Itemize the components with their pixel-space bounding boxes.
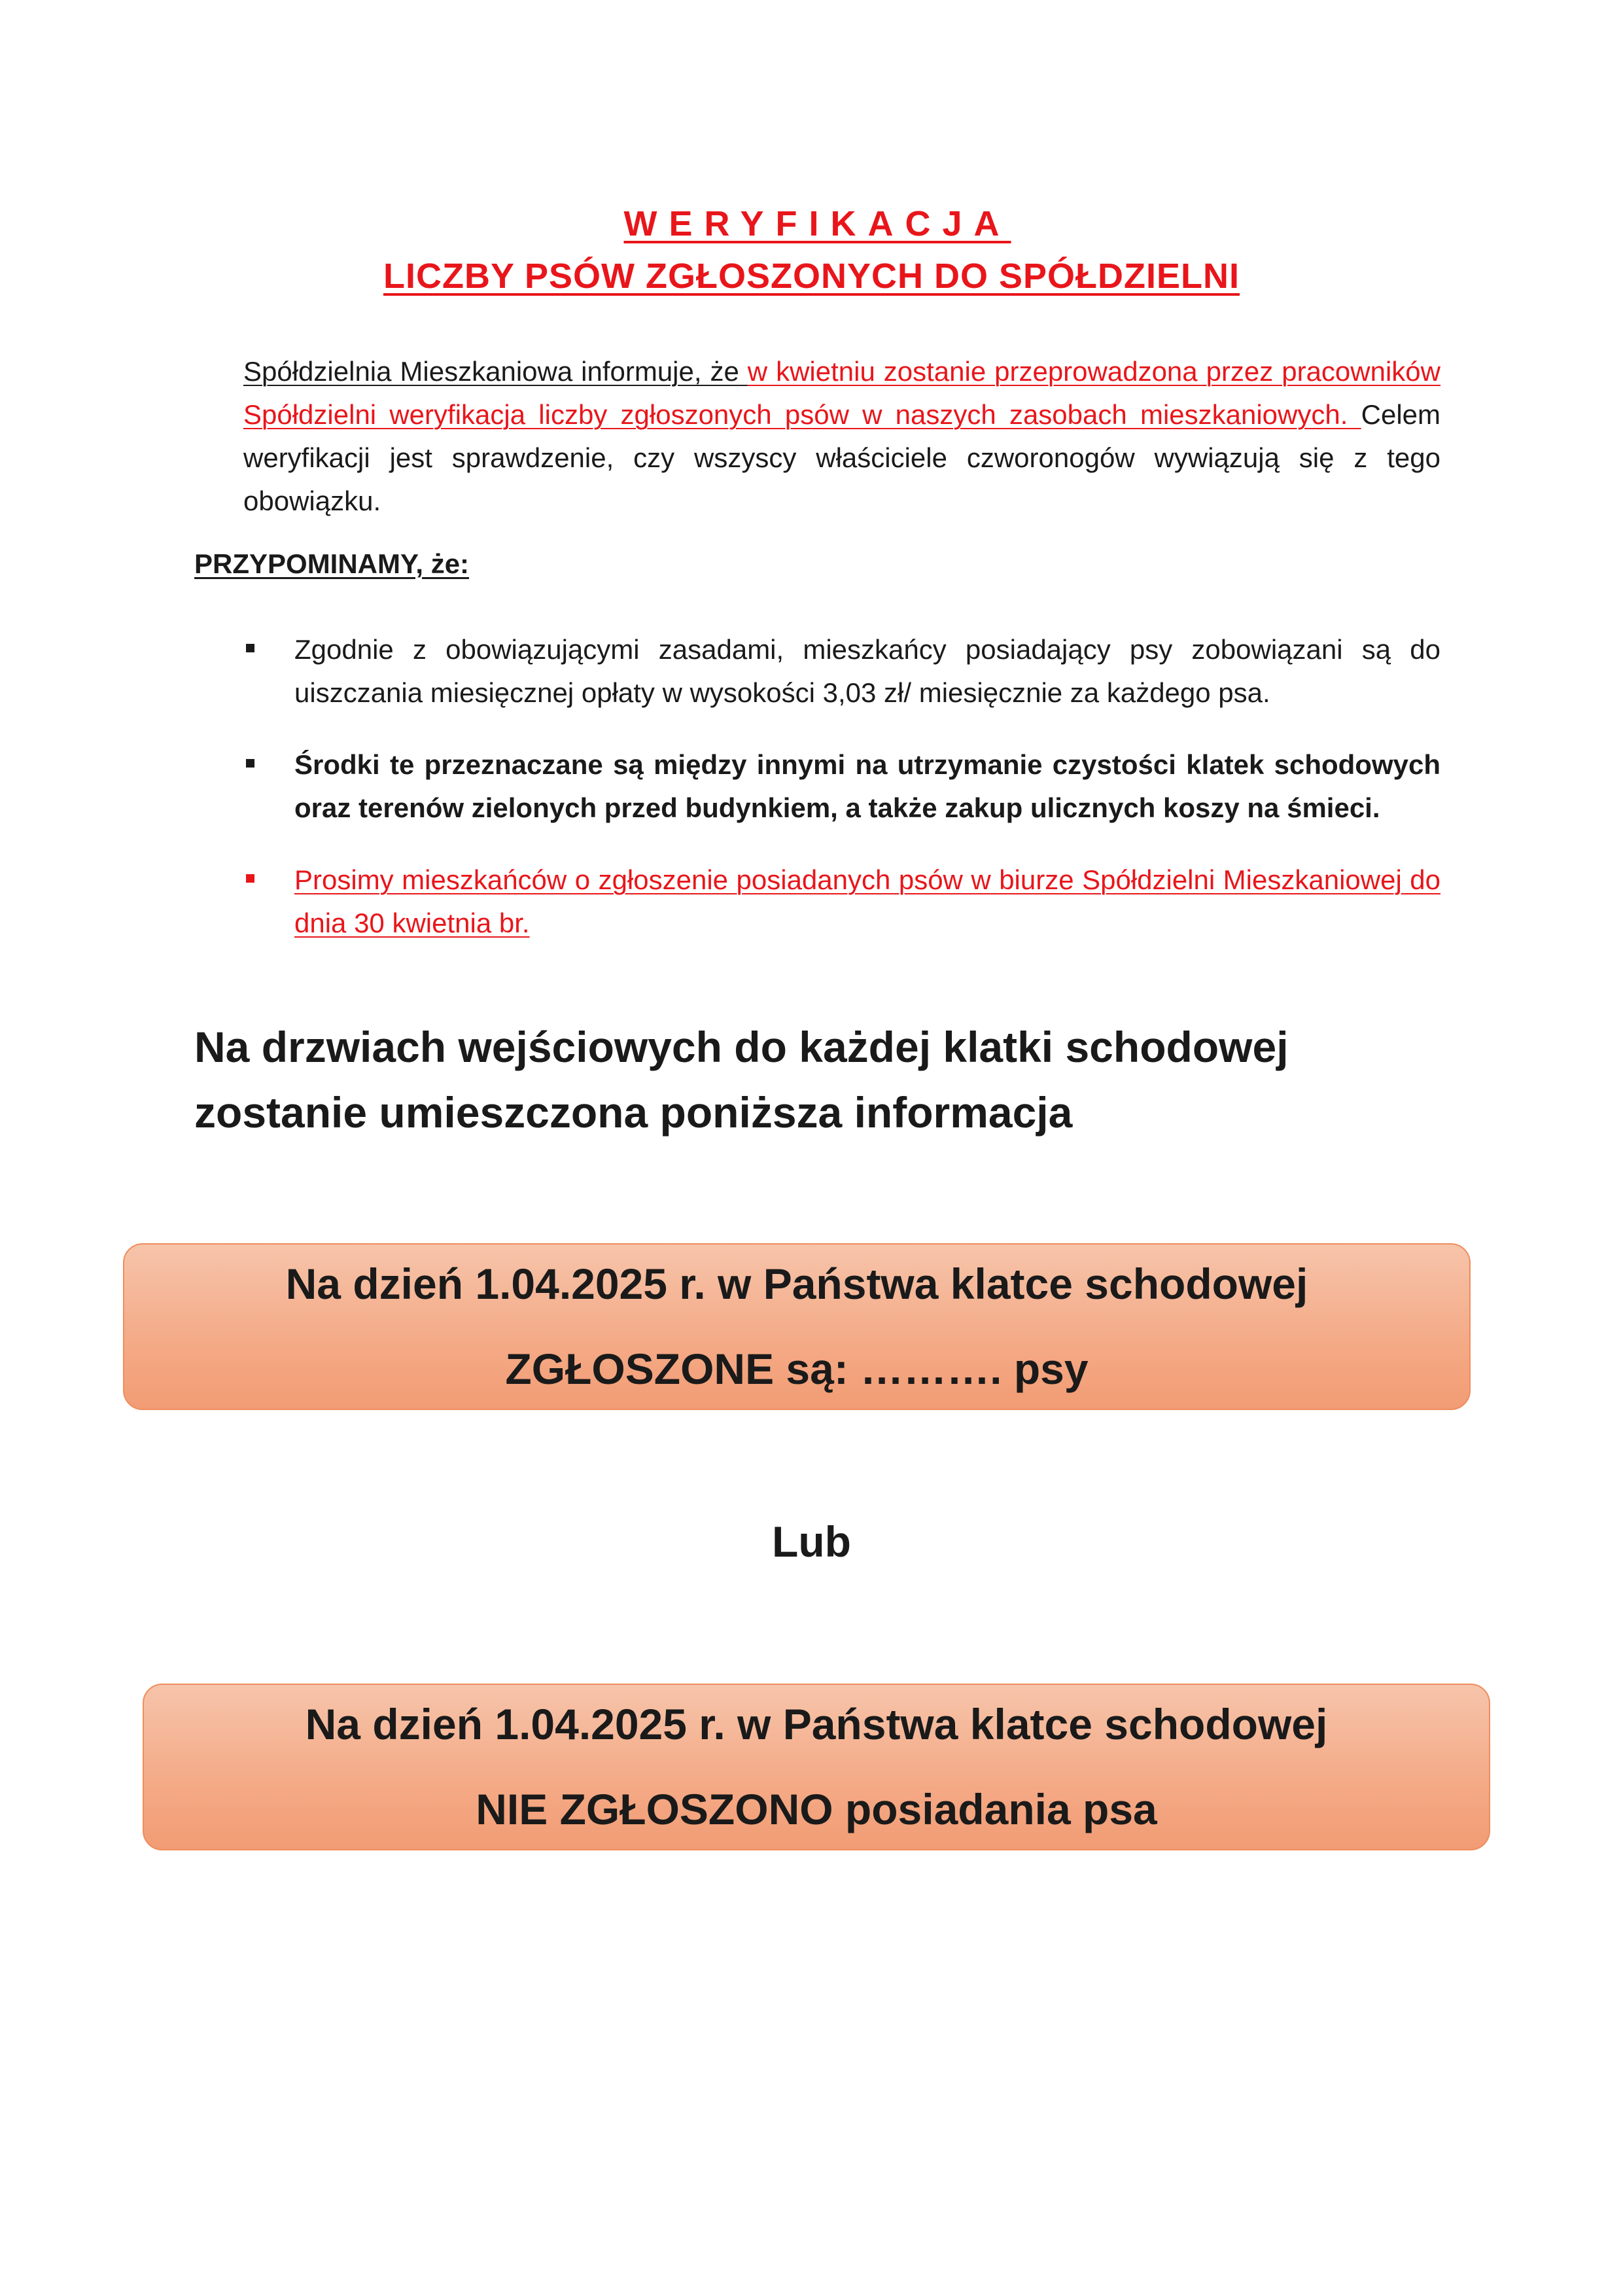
alternative-separator: Lub xyxy=(772,1517,851,1566)
no-dogs-reported-notice-box xyxy=(143,1684,1490,1850)
intro-lead-text: Spółdzielnia Mieszkaniowa informuje, że xyxy=(243,356,748,387)
notice-box-status-line: ZGŁOSZONE są: ………. psy xyxy=(505,1345,1089,1393)
intro-purpose-text: Celem weryfikacji jest sprawdzenie, czy wszyscy właściciele czworonogów wywiązują się z tego obowiązku. xyxy=(243,399,1440,516)
list-item xyxy=(246,858,1440,945)
list-item-text: Prosimy mieszkańców o zgłoszenie posiadanych psów w biurze Spółdzielni Mieszkaniowej do dnia 30 kwietnia br. xyxy=(294,864,1440,938)
list-item-text: Zgodnie z obowiązującymi zasadami, mieszkańcy posiadający psy zobowiązani są do uiszczania miesięcznej opłaty w wysokości 3,03 zł/ miesięcznie za każdego psa. xyxy=(294,634,1440,708)
document-title-line-2: LICZBY PSÓW ZGŁOSZONYCH DO SPÓŁDZIELNI xyxy=(383,256,1240,296)
dogs-reported-notice-box xyxy=(123,1243,1471,1410)
notice-heading: Na drzwiach wejściowych do każdej klatki schodowej zostanie umieszczona poniższa informacja xyxy=(194,1023,1289,1137)
document-title-line-1: WERYFIKACJA xyxy=(623,204,1011,243)
notice-box-date-line: Na dzień 1.04.2025 r. w Państwa klatce schodowej xyxy=(305,1700,1328,1748)
list-item xyxy=(246,743,1440,830)
square-bullet-icon xyxy=(246,759,254,768)
intro-highlight-text: w kwietniu zostanie przeprowadzona przez pracowników Spółdzielni weryfikacja liczby zgłoszonych psów w naszych zasobach mieszkaniowych. xyxy=(243,356,1441,430)
intro-paragraph xyxy=(243,350,1440,523)
square-bullet-icon xyxy=(246,644,254,652)
list-item xyxy=(246,628,1440,715)
reminder-label: PRZYPOMINAMY, że: xyxy=(194,548,470,579)
square-bullet-icon xyxy=(246,874,254,883)
list-item-text: Środki te przeznaczane są między innymi na utrzymanie czystości klatek schodowych oraz terenów zielonych przed budynkiem, a także zakup ulicznych koszy na śmieci. xyxy=(294,749,1440,823)
notice-box-status-line: NIE ZGŁOSZONO posiadania psa xyxy=(476,1785,1157,1833)
notice-box-date-line: Na dzień 1.04.2025 r. w Państwa klatce schodowej xyxy=(285,1260,1308,1308)
